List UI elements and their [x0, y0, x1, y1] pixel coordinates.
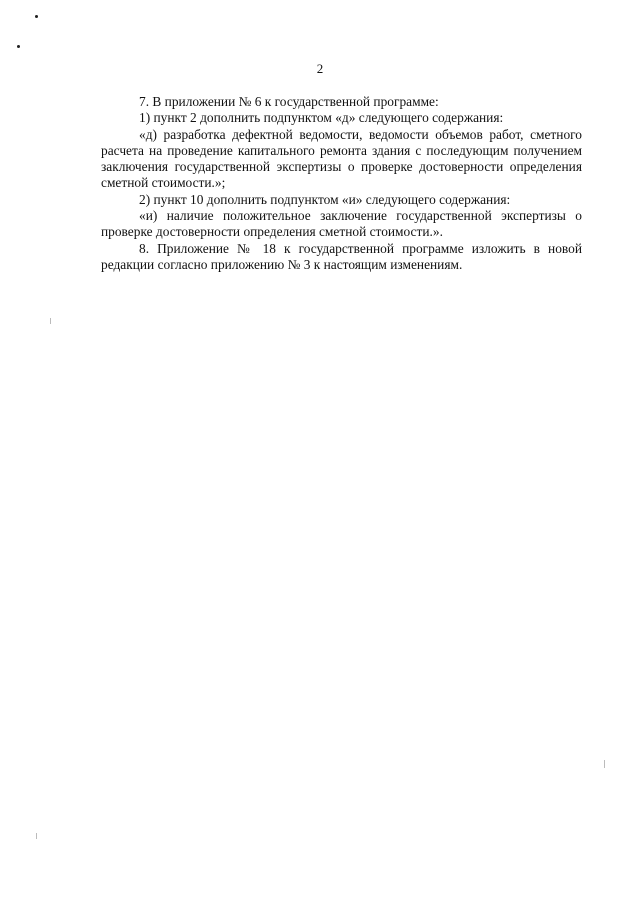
paragraph-quote-i: «и) наличие положительное заключение государственной экспертизы о проверке достоверности определения сметной стоимости.». — [101, 208, 582, 240]
scan-mark — [604, 760, 605, 768]
paragraph-subitem-2: 2) пункт 10 дополнить подпунктом «и» следующего содержания: — [139, 191, 511, 207]
paragraph-quote-d: «д) разработка дефектной ведомости, ведомости объемов работ, сметного расчета на проведение капитального ремонта здания с последующим получением заключения государственной экспертизы о проверке достоверности определения сметной стоимости.»; — [101, 126, 582, 191]
scan-mark — [36, 833, 37, 839]
scan-speck — [35, 15, 38, 18]
scan-speck — [17, 45, 20, 48]
paragraph-item-8: 8. Приложение № 18 к государственной программе изложить в новой редакции согласно приложению № 3 к настоящим изменениям. — [101, 240, 582, 272]
paragraph-item-7: 7. В приложении № 6 к государственной программе: — [139, 94, 439, 109]
paragraph-subitem-1: 1) пункт 2 дополнить подпунктом «д» следующего содержания: — [139, 110, 504, 126]
page-number: 2 — [316, 61, 324, 76]
document-body — [101, 94, 582, 273]
scan-mark — [50, 318, 51, 324]
